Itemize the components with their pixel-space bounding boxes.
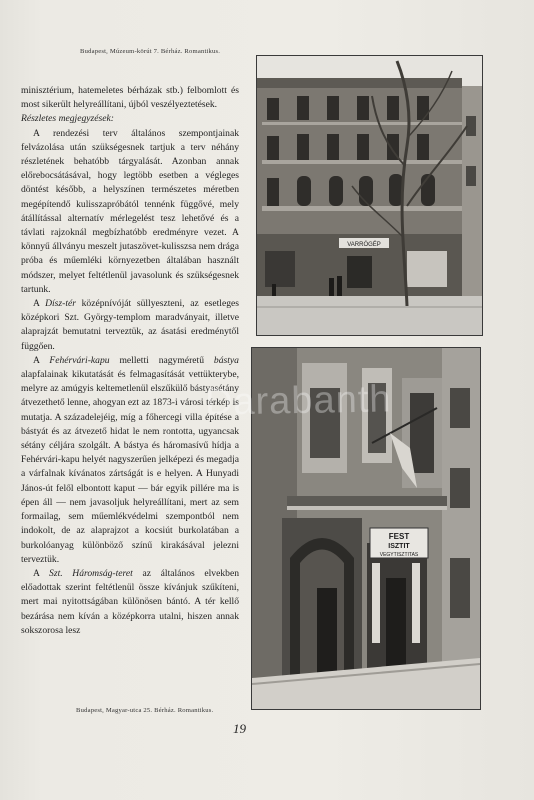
paragraph: A Dísz-tér középnívóját süllyeszteni, az esetleges középkori Szt. György-templom maradványait, illetve alaprajzát bemutatni terveztük, az ásatási eredménytől függően. xyxy=(21,298,239,352)
photo-caption-top: Budapest, Múzeum-körút 7. Bérház. Romantikus. xyxy=(80,48,221,55)
emphasis: bástya xyxy=(213,354,239,366)
page-number: 19 xyxy=(233,721,246,736)
section-heading: Részletes megjegyzések: xyxy=(21,113,114,125)
paragraph: A Szt. Háromság-teret az általános elvekben előadottak szerint feltétlenül össze kívánjuk szűkíteni, mert mai nyitottságában különösen bántó. A tér kellő bezárása nem kíván a középkorra utalni, hiszen annak sokszorosa lesz xyxy=(21,567,239,636)
photo-caption-bottom: Budapest, Magyar-utca 25. Bérház. Romantikus. xyxy=(76,707,214,714)
shop-sign-text: VARRÓGÉP xyxy=(347,242,381,248)
paragraph: minisztérium, hatemeletes bérházak stb.) felbomlott és most sikerült helyreállítani, újból veszélyeztetések. xyxy=(21,85,239,111)
building-facade-image xyxy=(257,56,482,335)
emphasis: Szt. Háromság-teret xyxy=(49,567,133,579)
sign-line-2: ISZTIT xyxy=(388,543,410,550)
photo-building-muzeum-korut xyxy=(256,55,483,336)
paragraph: A rendezési terv általános szempontjainak felvázolása után szükségesnek tartjuk a terv néhány részletének behatóbb tárgyalását. Azonban annak előrebocsátásával, hogy legtöbb esetben a végleges döntést később, a helyszínen természetes méretben megépítendő kulisszapróbától tennénk függővé, mely átállítással alternatív mérlegelést tesz lehetővé és a távlati rajzoknál megbízhatóbb eredményre vezet. A könnyű állványu meszelt jutaszövet-kulisszsa nem drága próba és műemléki környezetben általában használt módszer, melyet feltétlenül javasolunk és szükségesnek tartunk. xyxy=(21,127,239,295)
watermark: Darabanth xyxy=(204,378,392,424)
paragraph: A Fehérvári-kapu melletti nagyméretű bástya alapfalainak kikutatását és felmagasítását vettükterybe, melyre az amúgyis keltemetlenül elszűkülő bástyasétány átvezethető lenne, ahogyan ezt az 1873-i városi térkép is mutatja. A századelejéig, míg a főhercegi villa építése a bástyát és az átvezető hidat le nem rontotta, ugyancsak sétány céljára szolgált. A bástya és háromasívű hídja a Fehérvári-kapu helyét nagyszerűen jelképezi és megadja a várfalnak kívánatos zártságát is e helyen. A Hunyadi János-út felől elbontott kaput — bár egyik pillére ma is épen áll — nem javasoljuk helyreállítani, mert az sem formailag, sem műemlékvédelmi szempontból nem indokolt, de az alaprajzot a kocsiút burkolatában a burkolóanyag különböző színű kirakásával jelezni terveztük. xyxy=(21,354,239,565)
sign-line-3: VEGYTISZTITAS xyxy=(379,552,419,558)
emphasis: Dísz-tér xyxy=(45,298,76,310)
emphasis: Fehérvári-kapu xyxy=(49,354,110,366)
body-text xyxy=(21,84,239,638)
sign-line-1: FEST xyxy=(388,532,410,541)
